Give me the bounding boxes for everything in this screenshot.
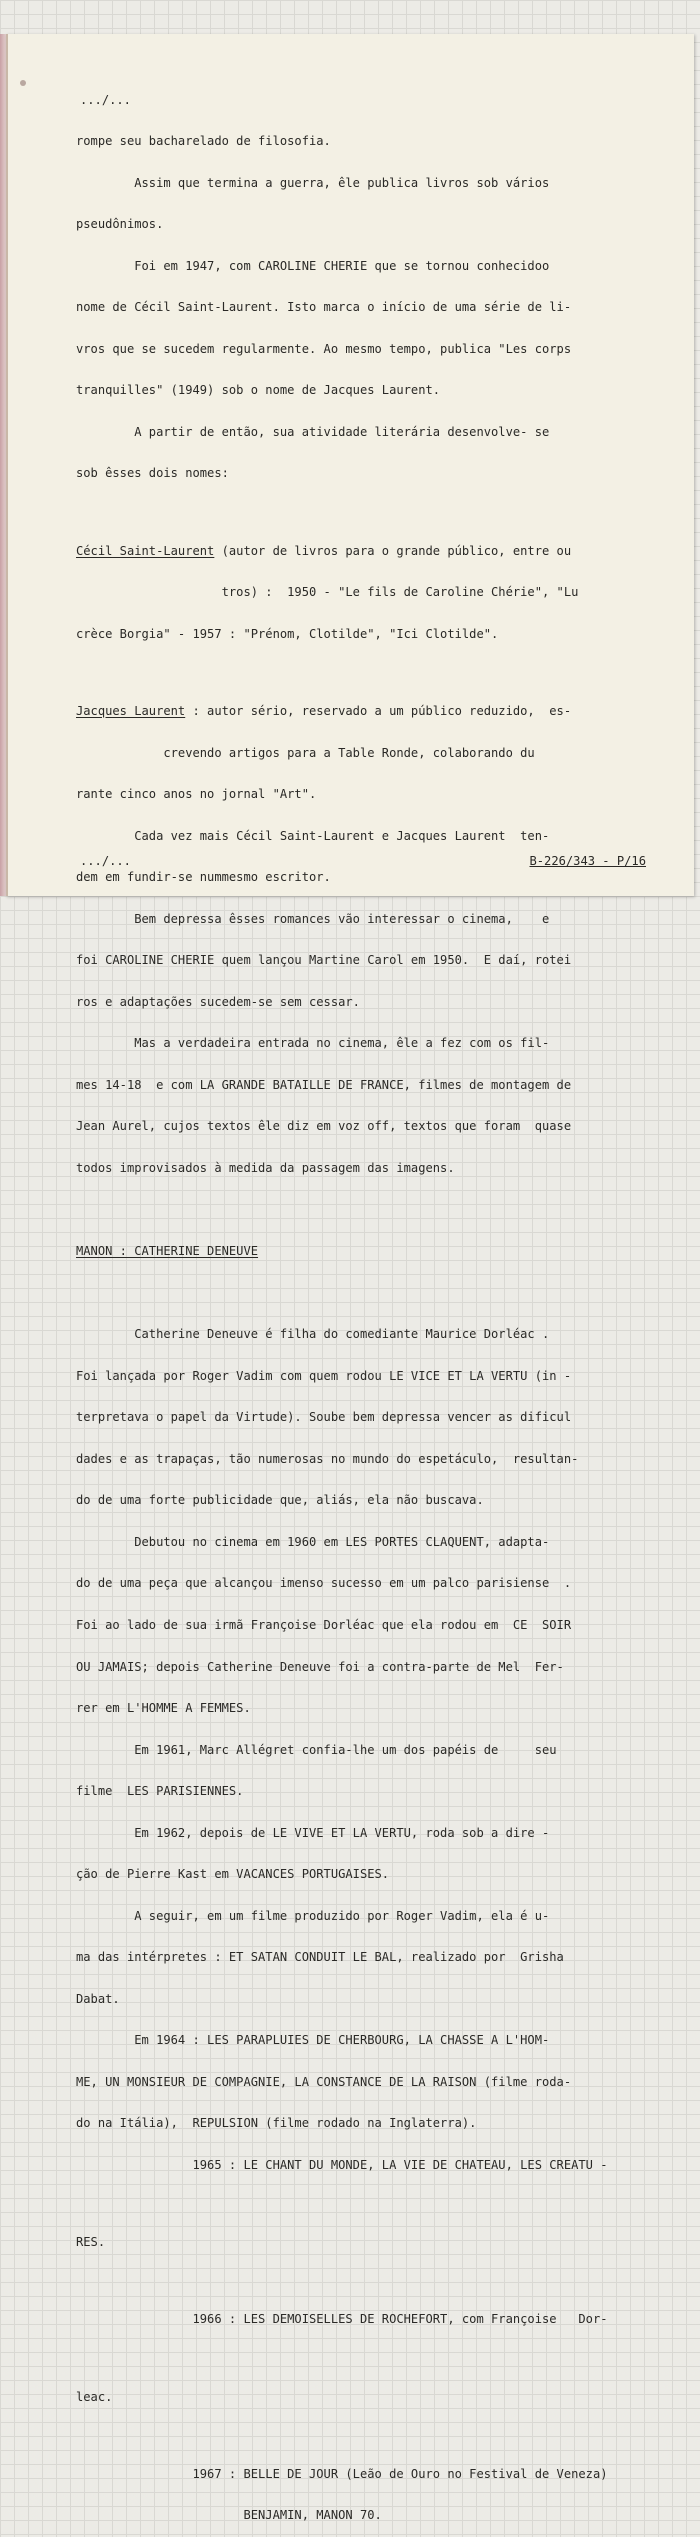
text-line: A partir de então, sua atividade literária desenvolve- se [76,424,550,439]
text-line: Jean Aurel, cujos textos êle diz em voz off, textos que foram quase [76,1119,572,1134]
text-line: rante cinco anos no jornal "Art". [76,787,317,802]
text-line: dades e as trapaças, tão numerosas no mundo do espetáculo, resultan- [76,1451,579,1466]
text-line: Foi lançada por Roger Vadim com quem rodou LE VICE ET LA VERTU (in - [76,1368,572,1383]
text-line: RES. [76,2235,106,2250]
text-line: Assim que termina a guerra, êle publica livros sob vários [76,175,550,190]
text-line: mes 14-18 e com LA GRANDE BATAILLE DE FRANCE, filmes de montagem de [76,1077,572,1092]
text-line: 1965 : LE CHANT DU MONDE, LA VIE DE CHATEAU, LES CREATU - [76,2157,608,2172]
cecil-entry-line [76,545,656,559]
text-line: do na Itália), REPULSION (filme rodado na Inglaterra). [76,2116,477,2131]
footer-continuation: .../... [80,854,131,868]
text-line: tranquilles" (1949) sob o nome de Jacques Laurent. [76,383,441,398]
text-line: crèce Borgia" - 1957 : "Prénom, Clotilde", "Ici Clotilde". [76,626,499,641]
text-line: ma das intérpretes : ET SATAN CONDUIT LE BAL, realizado por Grisha [76,1950,564,1965]
page-footer [76,854,646,868]
punch-mark [20,80,26,86]
text-line: Em 1962, depois de LE VIVE ET LA VERTU, roda sob a dire - [76,1825,550,1840]
text-line: Cada vez mais Cécil Saint-Laurent e Jacques Laurent ten- [76,828,550,843]
text-line: do de uma peça que alcançou imenso sucesso em um palco parisiense . [76,1576,572,1591]
text-line: sob êsses dois nomes: [76,466,229,481]
text-line: 1966 : LES DEMOISELLES DE ROCHEFORT, com Françoise Dor- [76,2312,608,2327]
text-line: todos improvisados à medida da passagem das imagens. [76,1160,455,1175]
text-line: nome de Cécil Saint-Laurent. Isto marca o início de uma série de li- [76,300,572,315]
jacques-label: Jacques Laurent [76,703,186,718]
jacques-text: : autor sério, reservado a um público reduzido, es- [185,703,572,718]
text-line: vros que se sucedem regularmente. Ao mesmo tempo, publica "Les corps [76,341,572,356]
text-line: tros) : 1950 - "Le fils de Caroline Chérie", "Lu [76,585,579,600]
text-line: ção de Pierre Kast em VACANCES PORTUGAISES. [76,1867,390,1882]
text-line: A seguir, em um filme produzido por Roger Vadim, ela é u- [76,1908,550,1923]
text-line: Bem depressa êsses romances vão interessar o cinema, e [76,911,550,926]
cecil-text: (autor de livros para o grande público, entre ou [214,543,572,558]
text-line: rer em L'HOMME A FEMMES. [76,1701,251,1716]
typed-text-body [76,66,656,2537]
section-heading: MANON : CATHERINE DENEUVE [76,1244,259,1259]
text-line: BENJAMIN, MANON 70. [76,2508,382,2523]
footer-reference: B-226/343 - P/16 [529,854,646,868]
text-line: Dabat. [76,1991,120,2006]
text-line: Foi ao lado de sua irmã Françoise Dorléac que ela rodou em CE SOIR [76,1617,572,1632]
text-line: do de uma forte publicidade que, aliás, ela não buscava. [76,1493,484,1508]
text-line: filme LES PARISIENNES. [76,1784,244,1799]
text-line: ME, UN MONSIEUR DE COMPAGNIE, LA CONSTANCE DE LA RAISON (filme roda- [76,2074,572,2089]
text-line: Em 1964 : LES PARAPLUIES DE CHERBOURG, LA CHASSE A L'HOM- [76,2033,550,2048]
text-line: ros e adaptações sucedem-se sem cessar. [76,994,360,1009]
text-line: OU JAMAIS; depois Catherine Deneuve foi a contra-parte de Mel Fer- [76,1659,564,1674]
cecil-label: Cécil Saint-Laurent [76,543,215,558]
text-line: crevendo artigos para a Table Ronde, colaborando du [76,745,535,760]
text-line: Catherine Deneuve é filha do comediante Maurice Dorléac . [76,1327,550,1342]
header-continuation: .../... [80,92,131,107]
text-line: Foi em 1947, com CAROLINE CHERIE que se tornou conhecidoo [76,258,550,273]
text-line: Em 1961, Marc Allégret confia-lhe um dos papéis de seu [76,1742,557,1757]
text-line: leac. [76,2389,113,2404]
text-line: terpretava o papel da Virtude). Soube bem depressa vencer as dificul [76,1410,572,1425]
text-line: pseudônimos. [76,217,164,232]
text-line: 1967 : BELLE DE JOUR (Leão de Ouro no Festival de Veneza) [76,2466,608,2481]
jacques-entry-line [76,705,656,719]
text-line: foi CAROLINE CHERIE quem lançou Martine Carol em 1950. E daí, rotei [76,953,572,968]
text-line: dem em fundir-se nummesmo escritor. [76,870,331,885]
text-line: rompe seu bacharelado de filosofia. [76,134,331,149]
text-line: Debutou no cinema em 1960 em LES PORTES CLAQUENT, adapta- [76,1534,550,1549]
text-line: Mas a verdadeira entrada no cinema, êle a fez com os fil- [76,1036,550,1051]
